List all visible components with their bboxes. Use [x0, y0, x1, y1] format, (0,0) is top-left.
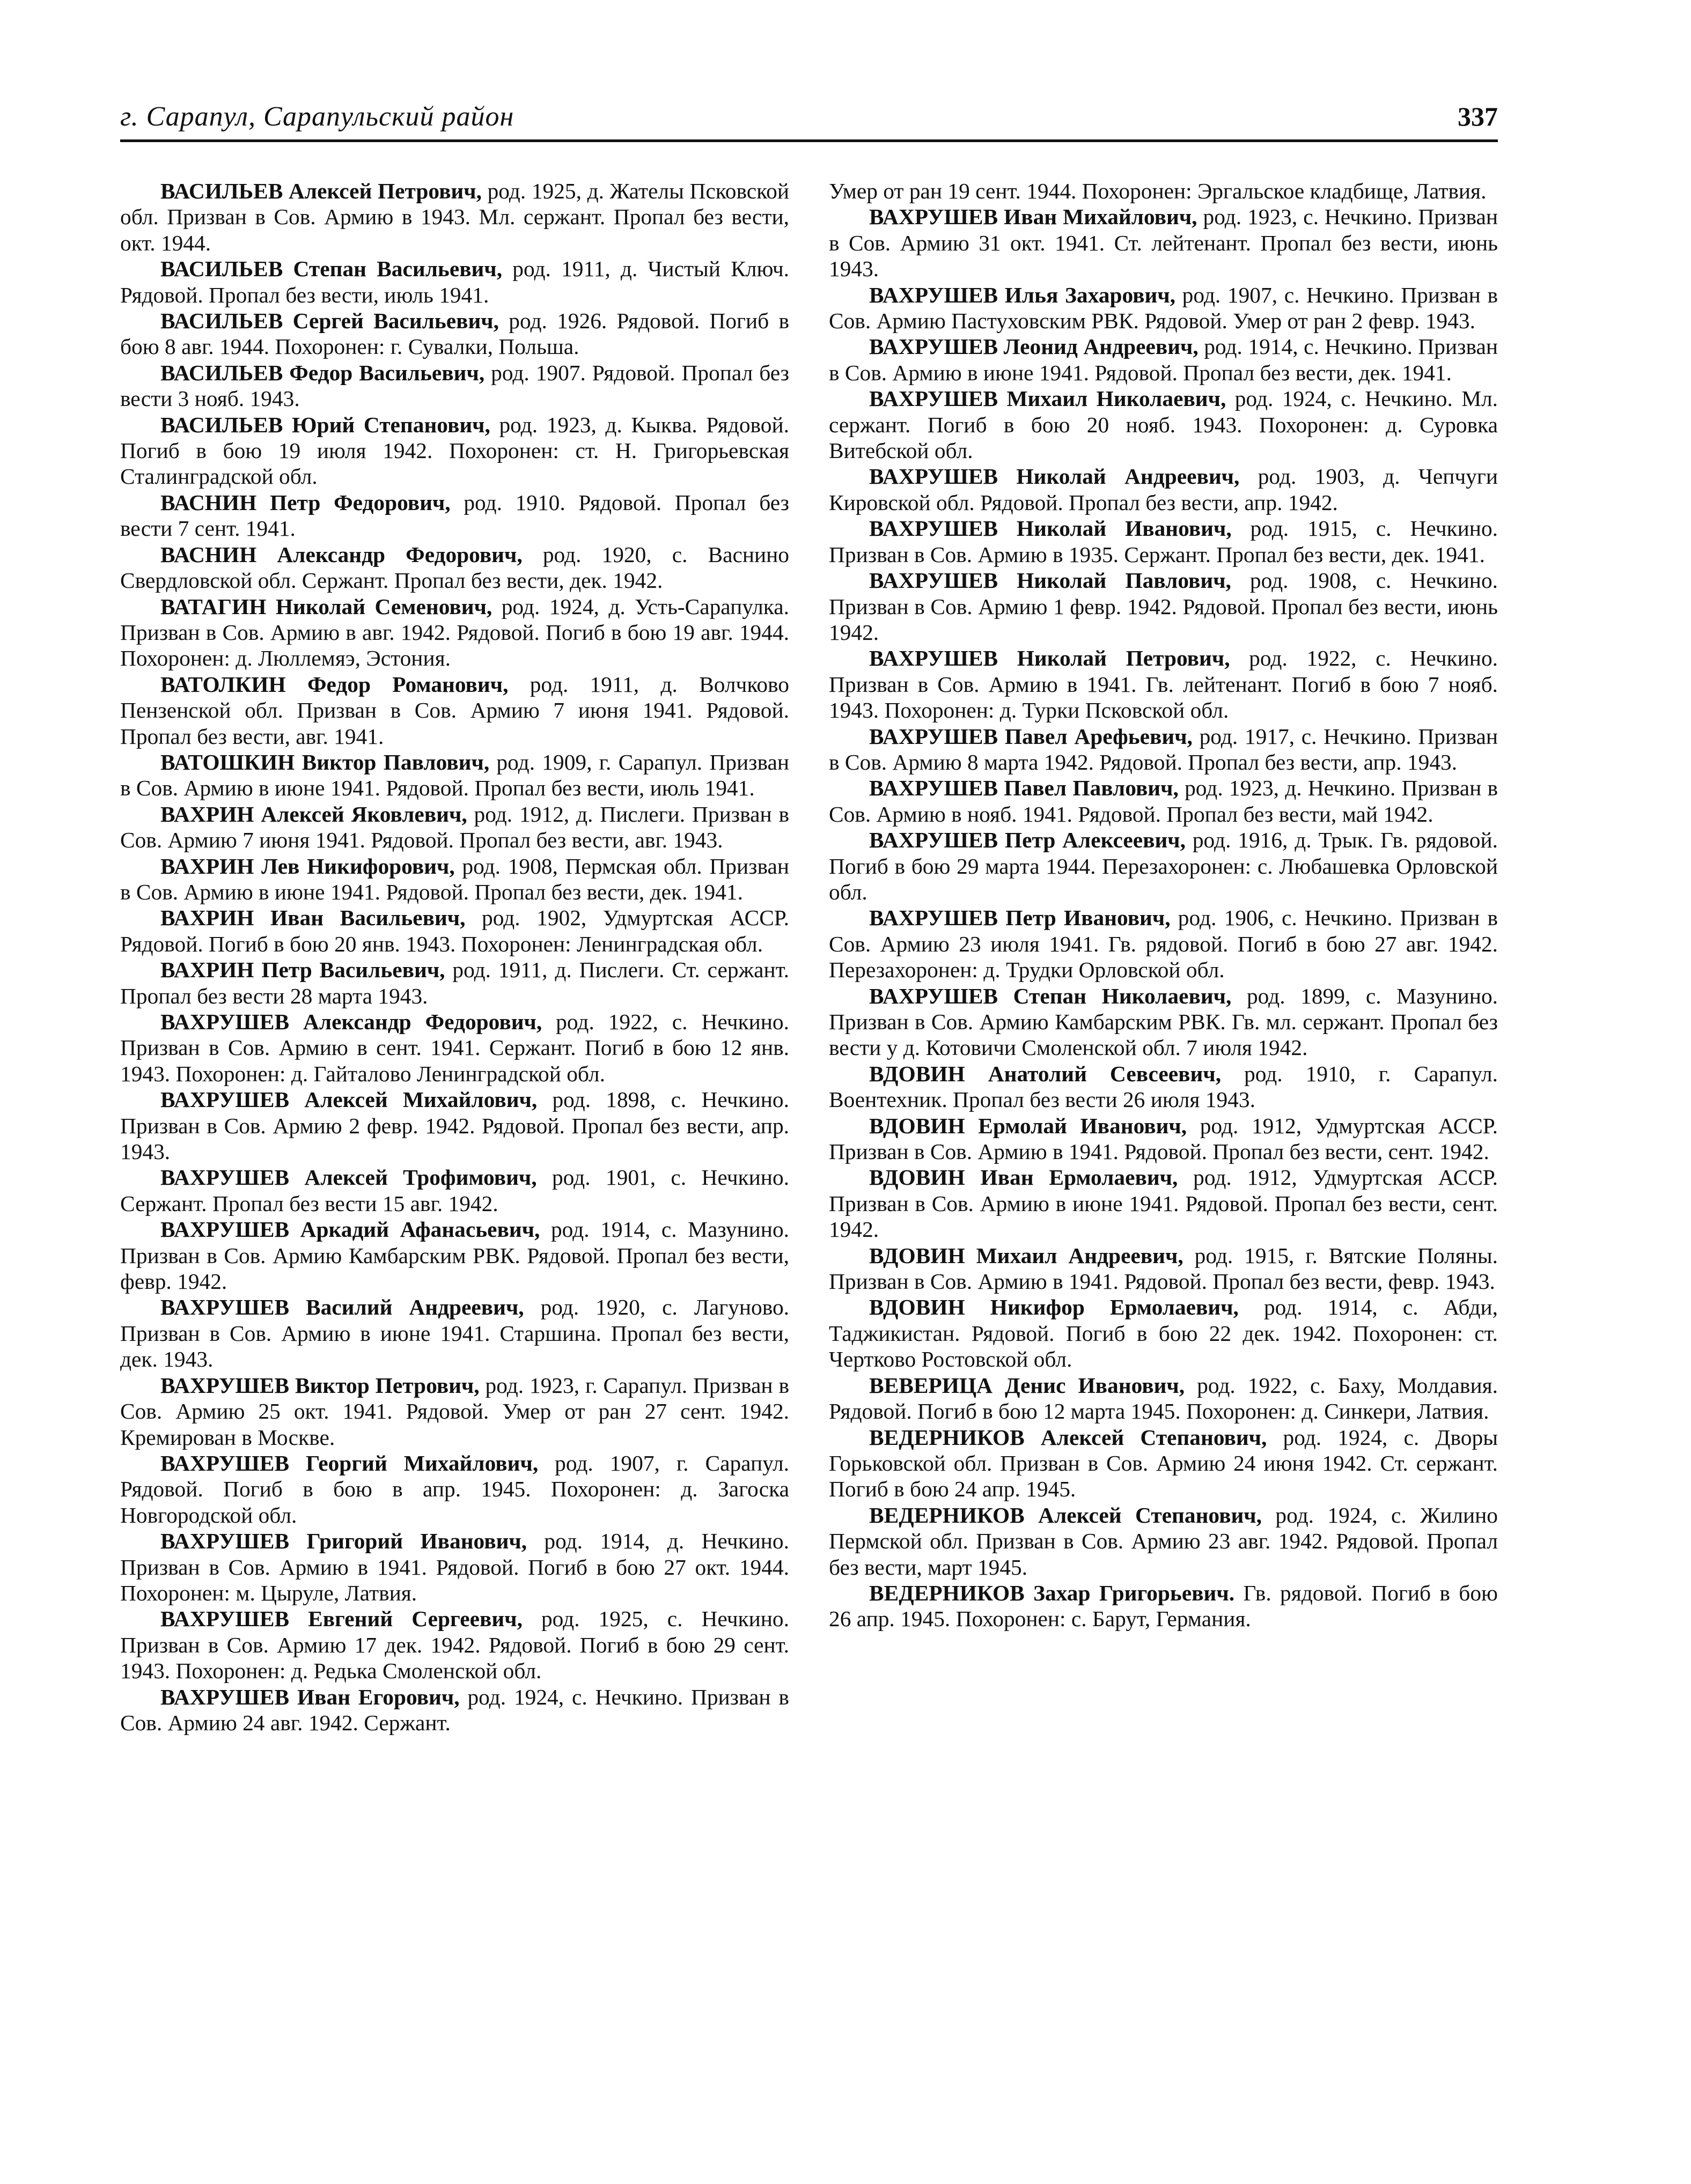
entry-details: род. 1903, д. Чепчуги Кировской обл. Рядовой. Пропал без вести, апр. 1942.: [829, 464, 1498, 515]
entry-details: род. 1914, д. Нечкино. Призван в Сов. Армию в 1941. Рядовой. Погиб в бою 27 окт. 1944. Похоронен: м. Цыруле, Латвия.: [120, 1529, 789, 1605]
entry-details: род. 1925, с. Нечкино. Призван в Сов. Армию 17 дек. 1942. Рядовой. Погиб в бою 29 сент. 1943. Похоронен: д. Редька Смоленской обл.: [120, 1606, 789, 1684]
entry-name: ВАХРУШЕВ Евгений Сергеевич,: [160, 1606, 523, 1632]
entry-details: род. 1908, Пермская обл. Призван в Сов. Армию в июне 1941. Рядовой. Пропал без вести, дек. 1941.: [120, 853, 789, 904]
entry-name: ВАХРУШЕВ Виктор Петрович,: [160, 1373, 480, 1398]
entry-details: род. 1920, с. Лагуново. Призван в Сов. Армию в июне 1941. Старшина. Пропал без вести, дек. 1943.: [120, 1295, 790, 1372]
entry-details: род. 1922, с. Нечкино. Призван в Сов. Армию в сент. 1941. Сержант. Погиб в бою 12 янв. 1943. Похоронен: д. Гайталово Ленинградской обл.: [120, 1009, 789, 1086]
memorial-entry: [120, 1087, 789, 1164]
page-header: [120, 97, 1498, 142]
memorial-entry: [120, 1009, 789, 1087]
memorial-entry: [120, 1684, 789, 1736]
memorial-entry: [829, 282, 1498, 334]
entry-details: род. 1907. Рядовой. Пропал без вести 3 нояб. 1943.: [120, 360, 789, 411]
entry-name: ВАХРУШЕВ Алексей Трофимович,: [160, 1165, 537, 1190]
memorial-entry: [120, 360, 789, 412]
entry-name: ВДОВИН Михаил Андреевич,: [869, 1243, 1183, 1268]
entry-name: ВАТОШКИН Виктор Павлович,: [160, 749, 490, 774]
entry-name: ВАСИЛЬЕВ Алексей Петрович,: [160, 179, 482, 203]
entry-details: род. 1908, с. Нечкино. Призван в Сов. Армию 1 февр. 1942. Рядовой. Пропал без вести, июнь 1942.: [829, 568, 1498, 645]
memorial-entry: [829, 983, 1498, 1061]
entry-name: ВАХРУШЕВ Алексей Михайлович,: [160, 1087, 538, 1112]
memorial-entry: [829, 724, 1498, 776]
memorial-entry: [120, 1528, 789, 1606]
entry-details: род. 1911, д. Чистый Ключ. Рядовой. Пропал без вести, июль 1941.: [120, 256, 789, 307]
right-column: [829, 178, 1498, 1632]
entry-name: ВАХРУШЕВ Леонид Андреевич,: [869, 334, 1199, 359]
memorial-entry: [120, 1606, 789, 1684]
entry-details: род. 1902, Удмуртская АССР. Рядовой. Погиб в бою 20 янв. 1943. Похоронен: Ленинградская обл.: [120, 905, 789, 956]
memorial-entry: [829, 1294, 1498, 1372]
memorial-entry: [829, 1373, 1498, 1425]
memorial-entry: [120, 178, 789, 256]
memorial-entry: [120, 490, 789, 542]
entry-name: ВАТАГИН Николай Семенович,: [160, 594, 492, 619]
entry-details: род. 1924, с. Дворы Горьковской обл. Призван в Сов. Армию 24 июня 1942. Ст. сержант. Погиб в бою 24 апр. 1945.: [829, 1425, 1498, 1502]
entry-details: род. 1909, г. Сарапул. Призван в Сов. Армию в июне 1941. Рядовой. Пропал без вести, июль 1941.: [120, 749, 789, 801]
left-column: [120, 178, 789, 1736]
memorial-entry: [120, 1216, 789, 1294]
memorial-entry: [829, 463, 1498, 515]
continued-entry-text: Умер от ран 19 сент. 1944. Похоронен: Эргальское кладбище, Латвия.: [829, 179, 1487, 203]
entry-name: ВДОВИН Ермолай Иванович,: [869, 1113, 1187, 1138]
memorial-entry: [829, 334, 1498, 386]
entry-details: род. 1914, с. Абди, Таджикистан. Рядовой. Погиб в бою 22 дек. 1942. Похоронен: ст. Чертково Ростовской обл.: [829, 1295, 1498, 1372]
entry-details: род. 1910, г. Сарапул. Воентехник. Пропал без вести 26 июля 1943.: [829, 1061, 1498, 1112]
entry-details: род. 1914, с. Мазунино. Призван в Сов. Армию Камбарским РВК. Рядовой. Пропал без вести, февр. 1942.: [120, 1217, 789, 1294]
memorial-entry: [120, 1373, 789, 1450]
memorial-entry: [829, 386, 1498, 463]
entry-name: ВАХРУШЕВ Илья Захарович,: [869, 282, 1176, 307]
entry-name: ВАХРУШЕВ Николай Андреевич,: [869, 464, 1240, 489]
memorial-entry: [829, 1061, 1498, 1113]
entry-name: ВАХРУШЕВ Павел Павлович,: [869, 776, 1179, 801]
entry-name: ВАХРУШЕВ Михаил Николаевич,: [869, 386, 1226, 411]
entry-name: ВАХРУШЕВ Георгий Михайлович,: [160, 1450, 539, 1475]
entry-details: род. 1906, с. Нечкино. Призван в Сов. Армию 23 июля 1941. Гв. рядовой. Погиб в бою 27 авг. 1942. Перезахоронен: д. Трудки Орловской обл.: [829, 905, 1498, 983]
entry-name: ВАХРИН Иван Васильевич,: [160, 905, 466, 931]
entry-name: ВАХРУШЕВ Григорий Иванович,: [160, 1529, 527, 1554]
entry-details: род. 1925, д. Жателы Псковской обл. Призван в Сов. Армию в 1943. Мл. сержант. Пропал без вести, окт. 1944.: [120, 179, 789, 255]
entry-details: род. 1924, с. Нечкино. Мл. сержант. Погиб в бою 20 нояб. 1943. Похоронен: д. Суровка Витебской обл.: [829, 386, 1498, 463]
memorial-entry: [120, 542, 789, 594]
entry-details: род. 1907, г. Сарапул. Рядовой. Погиб в бою в апр. 1945. Похоронен: д. Загоска Новгородской обл.: [120, 1450, 789, 1528]
memorial-entry: [829, 775, 1498, 827]
memorial-entry: [120, 412, 789, 490]
entry-details: род. 1923, с. Нечкино. Призван в Сов. Армию 31 окт. 1941. Ст. лейтенант. Пропал без вести, июнь 1943.: [829, 204, 1498, 282]
memorial-entry: [120, 905, 789, 957]
memorial-entry: [120, 594, 789, 672]
memorial-entry: [829, 1502, 1498, 1580]
entry-details: род. 1915, с. Нечкино. Призван в Сов. Армию в 1935. Сержант. Пропал без вести, дек. 1941.: [829, 516, 1498, 567]
entry-details: род. 1923, г. Сарапул. Призван в Сов. Армию 25 окт. 1941. Рядовой. Умер от ран 27 сент. 1942. Кремирован в Москве.: [120, 1373, 789, 1450]
entry-name: ВДОВИН Никифор Ермолаевич,: [869, 1295, 1239, 1320]
entry-details: род. 1916, д. Трык. Гв. рядовой. Погиб в бою 29 марта 1944. Перезахоронен: с. Любашевка Орловской обл.: [829, 828, 1498, 904]
memorial-entry: [829, 1164, 1498, 1242]
entry-name: ВЕДЕРНИКОВ Захар Григорьевич.: [869, 1580, 1235, 1605]
entry-details: Гв. рядовой. Погиб в бою 26 апр. 1945. Похоронен: с. Барут, Германия.: [829, 1580, 1498, 1632]
memorial-entry: [120, 957, 789, 1009]
entry-details: род. 1912, Удмуртская АССР. Призван в Сов. Армию в июне 1941. Рядовой. Пропал без вести, сент. 1942.: [829, 1165, 1498, 1242]
memorial-entry: [829, 905, 1498, 983]
entry-name: ВАХРУШЕВ Василий Андреевич,: [160, 1295, 524, 1320]
entry-name: ВАХРУШЕВ Николай Павлович,: [869, 568, 1231, 593]
entry-details: род. 1922, с. Нечкино. Призван в Сов. Армию в 1941. Гв. лейтенант. Погиб в бою 7 нояб. 1943. Похоронен: д. Турки Псковской обл.: [829, 646, 1498, 723]
entry-name: ВАХРУШЕВ Аркадий Афанасьевич,: [160, 1217, 540, 1242]
entry-details: род. 1910. Рядовой. Пропал без вести 7 сент. 1941.: [120, 490, 789, 541]
entry-name: ВАХРИН Лев Никифорович,: [160, 853, 455, 879]
entry-name: ВАТОЛКИН Федор Романович,: [160, 672, 509, 697]
entry-name: ВАХРУШЕВ Николай Петрович,: [869, 646, 1230, 671]
entry-details: род. 1922, с. Баху, Молдавия. Рядовой. Погиб в бою 12 марта 1945. Похоронен: д. Синкери, Латвия.: [829, 1373, 1498, 1424]
memorial-entry: [829, 1425, 1498, 1502]
memorial-entry: [829, 1113, 1498, 1165]
entry-name: ВАХРУШЕВ Павел Арефьевич,: [869, 724, 1193, 749]
entry-name: ВАСНИН Петр Федорович,: [160, 490, 451, 515]
memorial-entry: [120, 801, 789, 853]
entry-name: ВАХРУШЕВ Николай Иванович,: [869, 516, 1232, 541]
entry-details: род. 1917, с. Нечкино. Призван в Сов. Армию 8 марта 1942. Рядовой. Пропал без вести, апр. 1943.: [829, 724, 1498, 774]
entry-details: род. 1907, с. Нечкино. Призван в Сов. Армию Пастуховским РВК. Рядовой. Умер от ран 2 февр. 1943.: [829, 282, 1498, 334]
entry-details: род. 1923, д. Нечкино. Призван в Сов. Армию в нояб. 1941. Рядовой. Пропал без вести, май 1942.: [829, 776, 1498, 827]
page-number: 337: [1458, 101, 1498, 131]
memorial-entry: [120, 256, 789, 308]
entry-name: ВДОВИН Иван Ермолаевич,: [869, 1165, 1178, 1190]
entry-details: род. 1899, с. Мазунино. Призван в Сов. Армию Камбарским РВК. Гв. мл. сержант. Пропал без вести у д. Котовичи Смоленской обл. 7 июля 1942.: [829, 983, 1498, 1060]
memorial-entry: [120, 1294, 789, 1372]
entry-name: ВЕВЕРИЦА Денис Иванович,: [869, 1373, 1185, 1398]
memorial-entry: [120, 308, 789, 360]
memorial-entry: [120, 749, 789, 801]
entry-name: ВАХРУШЕВ Александр Федорович,: [160, 1009, 542, 1034]
entry-name: ВАХРУШЕВ Степан Николаевич,: [869, 983, 1232, 1008]
entry-name: ВАХРУШЕВ Иван Егорович,: [160, 1684, 460, 1709]
entry-details: род. 1920, с. Васнино Свердловской обл. Сержант. Пропал без вести, дек. 1942.: [120, 542, 790, 593]
memorial-entry: [829, 567, 1498, 645]
entry-name: ВАСИЛЬЕВ Федор Васильевич,: [160, 360, 485, 385]
entry-details: род. 1923, д. Кыква. Рядовой. Погиб в бою 19 июля 1942. Похоронен: ст. Н. Григорьевская Сталинградской обл.: [120, 412, 789, 489]
memorial-entry: [829, 204, 1498, 282]
entry-name: ВЕДЕРНИКОВ Алексей Степанович,: [869, 1425, 1267, 1450]
entry-name: ВАСИЛЬЕВ Степан Васильевич,: [160, 256, 503, 282]
memorial-entry: [829, 827, 1498, 905]
entry-name: ВАСИЛЬЕВ Юрий Степанович,: [160, 412, 490, 437]
entry-details: род. 1914, с. Нечкино. Призван в Сов. Армию в июне 1941. Рядовой. Пропал без вести, дек. 1941.: [829, 334, 1498, 385]
entry-details: род. 1924, с. Жилино Пермской обл. Призван в Сов. Армию 23 авг. 1942. Рядовой. Пропал без вести, март 1945.: [829, 1502, 1498, 1580]
entry-details: род. 1901, с. Нечкино. Сержант. Пропал без вести 15 авг. 1942.: [120, 1165, 789, 1216]
entry-name: ВАХРУШЕВ Петр Иванович,: [869, 905, 1171, 931]
memorial-entry: [120, 1164, 789, 1216]
entry-details: род. 1911, д. Волчково Пензенской обл. Призван в Сов. Армию 7 июня 1941. Рядовой. Пропал без вести, авг. 1941.: [120, 672, 789, 749]
entry-details: род. 1915, г. Вятские Поляны. Призван в Сов. Армию в 1941. Рядовой. Пропал без вести, февр. 1943.: [829, 1243, 1498, 1294]
entry-name: ВАСИЛЬЕВ Сергей Васильевич,: [160, 308, 499, 334]
entry-details: род. 1911, д. Пислеги. Ст. сержант. Пропал без вести 28 марта 1943.: [120, 957, 790, 1008]
entry-details: род. 1898, с. Нечкино. Призван в Сов. Армию 2 февр. 1942. Рядовой. Пропал без вести, апр. 1943.: [120, 1087, 789, 1164]
entry-name: ВАСНИН Александр Федорович,: [160, 542, 523, 567]
entry-name: ВАХРУШЕВ Петр Алексеевич,: [869, 828, 1186, 853]
entry-details: род. 1912, Удмуртская АССР. Призван в Сов. Армию в 1941. Рядовой. Пропал без вести, сент. 1942.: [829, 1113, 1498, 1164]
memorial-entry: [829, 1243, 1498, 1295]
entry-details: род. 1924, с. Нечкино. Призван в Сов. Армию 24 авг. 1942. Сержант.: [120, 1684, 789, 1735]
entry-name: ВАХРУШЕВ Иван Михайлович,: [869, 204, 1197, 230]
memorial-entry: [829, 515, 1498, 567]
entry-name: ВДОВИН Анатолий Севсеевич,: [869, 1061, 1222, 1086]
entry-details: род. 1924, д. Усть-Сарапулка. Призван в Сов. Армию в авг. 1942. Рядовой. Погиб в бою 19 авг. 1944. Похоронен: д. Люллемяэ, Эстония.: [120, 594, 789, 671]
entry-details: род. 1926. Рядовой. Погиб в бою 8 авг. 1944. Похоронен: г. Сувалки, Польша.: [120, 308, 789, 359]
memorial-entry: [120, 853, 789, 905]
entry-details: род. 1912, д. Пислеги. Призван в Сов. Армию 7 июня 1941. Рядовой. Пропал без вести, авг. 1943.: [120, 801, 789, 853]
running-title: г. Сарапул, Сарапульский район: [120, 101, 514, 132]
memorial-entry: [120, 672, 789, 749]
entry-name: ВЕДЕРНИКОВ Алексей Степанович,: [869, 1502, 1262, 1528]
entry-name: ВАХРИН Алексей Яковлевич,: [160, 801, 467, 827]
memorial-entry: [120, 1450, 789, 1528]
entry-name: ВАХРИН Петр Васильевич,: [160, 957, 445, 983]
memorial-entry: [829, 1580, 1498, 1632]
memorial-entry: [829, 645, 1498, 723]
